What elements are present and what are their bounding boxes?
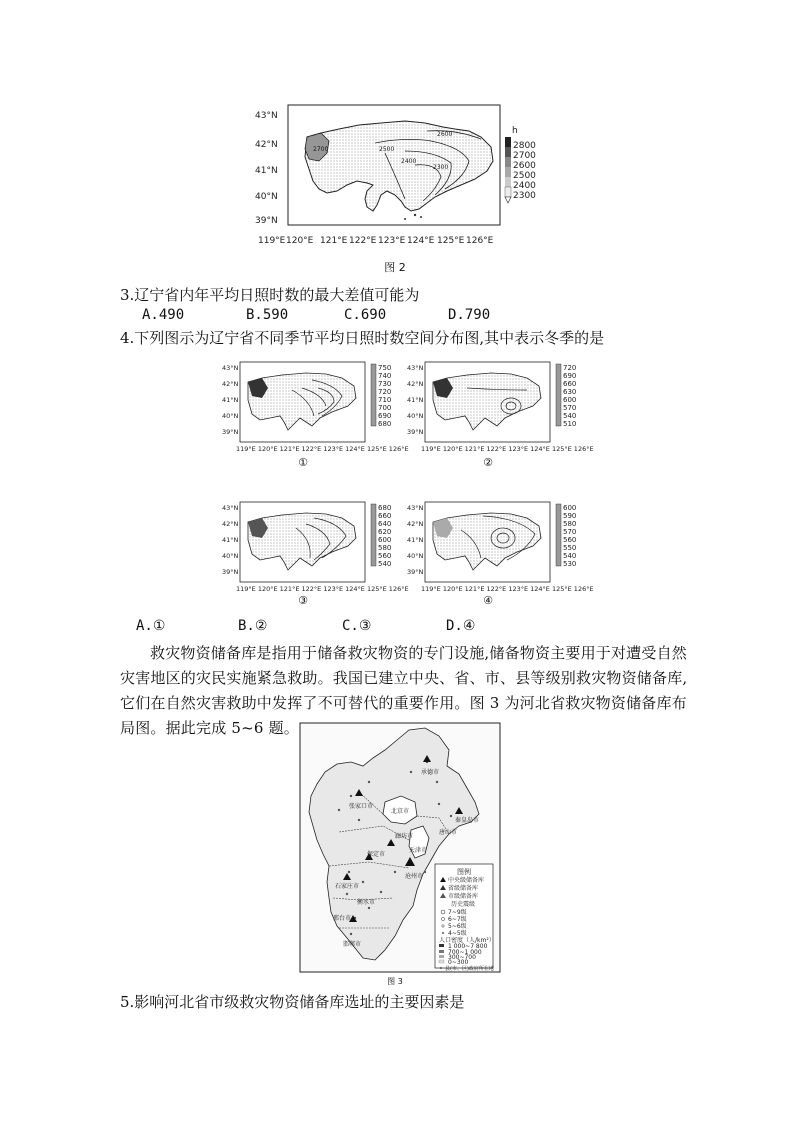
legend-value: 540 (563, 552, 577, 560)
legend-item: 300~700 (448, 954, 476, 961)
lon-label: 126°E (466, 236, 494, 246)
season-legend-2 (555, 364, 585, 444)
svg-text:41°N: 41°N (222, 396, 239, 404)
legend-value: 540 (378, 560, 392, 568)
city-label: 石家庄市 (335, 883, 360, 890)
legend-value: 530 (563, 560, 577, 568)
legend-value: 720 (563, 364, 577, 372)
season-map-3 (222, 500, 409, 596)
legend-item: 县(市、区)政府所在地 (445, 966, 494, 972)
legend-value: 600 (563, 396, 577, 404)
legend-value: 690 (563, 372, 577, 380)
figure-3-caption: 图 3 (387, 977, 403, 986)
legend-value: 710 (378, 396, 392, 404)
legend-scale (505, 137, 511, 203)
svg-text:42°N: 42°N (407, 520, 424, 528)
svg-text:43°N: 43°N (407, 364, 424, 372)
city-label: 北京市 (391, 808, 410, 815)
figure-3-map (299, 722, 501, 974)
svg-text:41°N: 41°N (407, 536, 424, 544)
legend-item: 6~7级 (448, 916, 467, 923)
lon-label: 121°E (320, 236, 348, 246)
contour-label: 2500 (379, 146, 395, 153)
q3-option-d[interactable]: D.790 (448, 307, 491, 323)
legend-value: 590 (563, 512, 577, 520)
contour-label: 2300 (433, 164, 449, 171)
legend-value: 640 (378, 520, 392, 528)
svg-text:39°N: 39°N (407, 568, 424, 576)
legend-value: 510 (563, 420, 577, 428)
svg-text:42°N: 42°N (222, 380, 239, 388)
svg-text:39°N: 39°N (407, 428, 424, 436)
question-5-stem: 5.影响河北省市级救灾物资储备库选址的主要因素是 (120, 993, 465, 1011)
svg-text:43°N: 43°N (222, 364, 239, 372)
legend-value: 580 (378, 544, 392, 552)
svg-text:41°N: 41°N (407, 396, 424, 404)
svg-text:39°N: 39°N (222, 428, 239, 436)
q4-option-d[interactable]: D.④ (446, 618, 476, 634)
city-label: 张家口市 (349, 803, 374, 810)
lat-label: 43°N (255, 111, 278, 121)
legend-value: 2300 (513, 191, 536, 201)
contour-label: 2400 (401, 158, 417, 165)
q3-option-b[interactable]: B.590 (246, 307, 289, 323)
legend-value: 2600 (513, 161, 536, 171)
svg-text:42°N: 42°N (222, 520, 239, 528)
passage-text: 救灾物资储备库是指用于储备救灾物资的专门设施,储备物资主要用于对遭受自然灾害地区的灾民实施紧急救助。我国已建立中央、省、市、县等级别救灾物资储备库,它们在自然灾害救助中发挥了不可替代的重要作用。图 3 为河北省救灾物资储备库布局图。据此完成 5~6 题。 (120, 644, 688, 737)
legend-item: 700~1 000 (448, 949, 482, 956)
legend-item: 历史震级 (451, 901, 476, 908)
legend-value: 2800 (513, 141, 536, 151)
legend-value: 750 (378, 364, 392, 372)
season-map-2-caption: ② (483, 456, 493, 469)
lat-label: 42°N (255, 140, 278, 150)
contour-label: 2600 (437, 131, 453, 138)
contour-label: 2700 (313, 146, 329, 153)
legend-value: 660 (378, 512, 392, 520)
city-label: 承德市 (421, 769, 440, 776)
season-map-2 (407, 360, 594, 456)
legend-item: 省级储备库 (448, 885, 479, 892)
svg-text:42°N: 42°N (407, 380, 424, 388)
figure-2-map (255, 103, 535, 251)
svg-text:119°E 120°E 121°E 122°E 123°E: 119°E 120°E 121°E 122°E 123°E 124°E 125°E 126°E (236, 585, 409, 593)
q3-option-c[interactable]: C.690 (344, 307, 387, 323)
svg-text:43°N: 43°N (407, 504, 424, 512)
legend-item: 人口密度（人/km²） (439, 937, 495, 944)
legend-item: 4~5级 (448, 930, 467, 937)
legend-item: 5~6级 (448, 923, 467, 930)
svg-text:40°N: 40°N (222, 412, 239, 420)
legend-value: 2400 (513, 181, 536, 191)
question-4-stem: 4.下列图示为辽宁省不同季节平均日照时数空间分布图,其中表示冬季的是 (120, 329, 605, 347)
city-label: 唐山市 (439, 829, 458, 836)
figure-2-caption: 图 2 (384, 261, 406, 274)
legend-value: 700 (378, 404, 392, 412)
legend-value: 2500 (513, 171, 536, 181)
season-map-3-caption: ③ (298, 594, 308, 607)
legend-value: 680 (378, 504, 392, 512)
legend-item: 7~9级 (448, 909, 467, 916)
legend-value: 570 (563, 404, 577, 412)
svg-text:119°E 120°E 121°E 122°E 123°E: 119°E 120°E 121°E 122°E 123°E 124°E 125°E 126°E (421, 585, 594, 593)
svg-text:40°N: 40°N (407, 552, 424, 560)
legend-value: 600 (378, 536, 392, 544)
legend-value: 570 (563, 528, 577, 536)
legend-value: 560 (563, 536, 577, 544)
legend-value: 2700 (513, 151, 536, 161)
legend-value: 580 (563, 520, 577, 528)
svg-text:43°N: 43°N (222, 504, 239, 512)
season-map-4-caption: ④ (483, 594, 493, 607)
city-label: 秦皇岛市 (455, 817, 480, 824)
legend-value: 680 (378, 420, 392, 428)
legend-value: 600 (563, 504, 577, 512)
legend-value: 660 (563, 380, 577, 388)
city-label: 保定市 (367, 851, 386, 858)
legend-value: 540 (563, 412, 577, 420)
city-label: 沧州市 (405, 873, 424, 880)
legend-unit: h (512, 126, 518, 136)
season-legend-1 (370, 364, 400, 444)
legend-value: 550 (563, 544, 577, 552)
q4-option-b[interactable]: B.② (238, 618, 268, 634)
season-legend-3 (370, 504, 400, 584)
svg-text:119°E 120°E 121°E 122°E 123°E: 119°E 120°E 121°E 122°E 123°E 124°E 125°E 126°E (421, 445, 594, 453)
legend-value: 730 (378, 380, 392, 388)
svg-text:119°E 120°E 121°E 122°E 123°E: 119°E 120°E 121°E 122°E 123°E 124°E 125°E 126°E (236, 445, 409, 453)
legend-value: 690 (378, 412, 392, 420)
lon-label: 125°E (437, 236, 465, 246)
legend-value: 720 (378, 388, 392, 396)
legend-item: 市级储备库 (448, 893, 479, 900)
legend-value: 740 (378, 372, 392, 380)
svg-text:40°N: 40°N (222, 552, 239, 560)
svg-text:39°N: 39°N (222, 568, 239, 576)
lat-label: 39°N (255, 216, 278, 226)
svg-text:40°N: 40°N (407, 412, 424, 420)
city-label: 廊坊市 (395, 833, 414, 840)
season-map-1-caption: ① (298, 456, 308, 469)
city-label: 邢台市 (333, 915, 352, 922)
lon-label: 124°E (407, 236, 435, 246)
city-label: 天津市 (409, 847, 428, 854)
legend-value: 620 (378, 528, 392, 536)
question-3-stem: 3.辽宁省内年平均日照时数的最大差值可能为 (120, 286, 420, 304)
lon-label: 120°E (286, 236, 314, 246)
legend-item: 1 000~7 800 (448, 943, 488, 950)
legend-title: 图例 (457, 868, 471, 876)
city-label: 衡水市 (357, 899, 376, 906)
city-label: 邯郸市 (343, 941, 362, 948)
lon-label: 122°E (349, 236, 377, 246)
season-map-1 (222, 360, 409, 456)
q4-option-c[interactable]: C.③ (342, 618, 372, 634)
lon-label: 119°E (258, 236, 286, 246)
q4-option-a[interactable]: A.① (136, 618, 166, 634)
lat-label: 41°N (255, 166, 278, 176)
legend-value: 560 (378, 552, 392, 560)
lon-label: 123°E (378, 236, 406, 246)
legend-item: 中央级储备库 (448, 877, 485, 884)
legend-value: 630 (563, 388, 577, 396)
q3-option-a[interactable]: A.490 (142, 307, 185, 323)
svg-text:41°N: 41°N (222, 536, 239, 544)
legend-item: 0~300 (448, 959, 469, 966)
lat-label: 40°N (255, 192, 278, 202)
season-map-4 (407, 500, 594, 596)
season-legend-4 (555, 504, 585, 584)
